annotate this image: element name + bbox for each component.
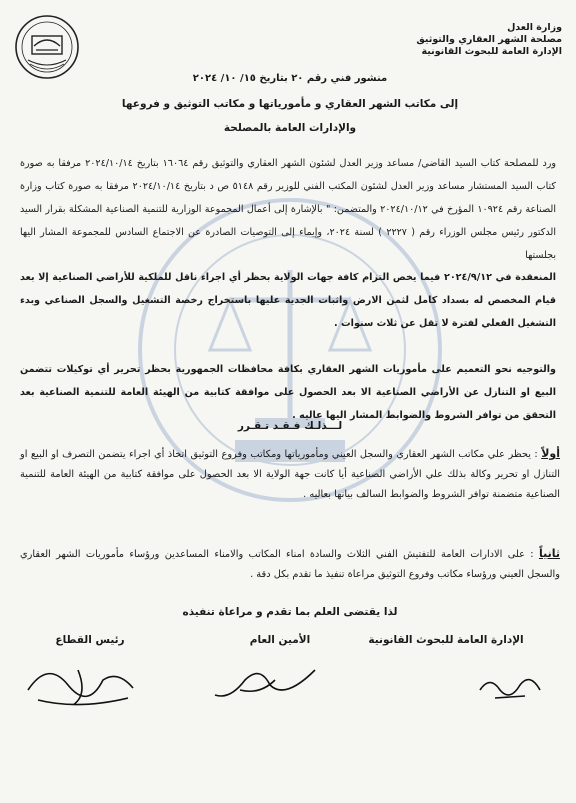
- decision-heading: لـــذلـك فـقـد تـقـرر: [237, 420, 343, 432]
- circular-number-date: منشور فني رقم ٢٠ بتاريخ ١٥/ ١٠/ ٢٠٢٤: [192, 73, 388, 84]
- closing-line: لذا يقتضى العلم بما تقدم و مراعاة تنفيذه: [182, 606, 398, 618]
- item-1-text: : يحظر علي مكاتب الشهر العقاري والسجل العيني ومأمورياتها ومكاتب وفروع التوثيق اتخاذ أي اجراء يتضمن التصرف او البيع او التنازل او تحرير وكالة بذلك علي الأراضي الصناعية أيا كانت جهة الولاية الا بعد الحصول على موافقة كتابية من الهيئة العامة للتنمية الصناعية متضمنة توافر الشروط والضوابط السالف بيانها بعاليه .: [20, 449, 560, 500]
- signature-secretary-general: [205, 650, 325, 710]
- signature-title-secretary-general: الأمين العام: [249, 634, 311, 646]
- addressee-line-2: والإدارات العامة بالمصلحة: [223, 122, 357, 134]
- sub-department-name: الإدارة العامة للبحوث القانونية: [421, 46, 562, 57]
- signature-sector-head: [18, 650, 148, 720]
- item-2-text: : على الادارات العامة للتفتيش الفني الثلاث والسادة امناء المكاتب والامناء المساعدين ورؤساء مأموريات الشهر العقاري والسجل العيني ورؤساء مكاتب وفروع التوثيق مراعاة تنفيذ ما تقدم بكل دقة .: [20, 549, 560, 580]
- signature-title-sector-head: رئيس القطاع: [55, 634, 125, 646]
- decision-item-2: [20, 544, 560, 585]
- decision-item-1: [20, 444, 560, 505]
- department-name: مصلحة الشهر العقاري والتوثيق: [416, 34, 562, 45]
- ministry-seal-logo: [14, 14, 80, 80]
- signature-legal-research: [470, 660, 550, 710]
- ministry-name: وزارة العدل: [507, 22, 562, 33]
- ministry-header: [362, 22, 562, 58]
- body-paragraph-2: المنعقدة في ٢٠٢٤/٩/١٢ فيما يخص التزام كافة جهات الولاية بحظر أي اجراء ناقل للملكية للأراضي الصناعية إلا بعد قيام المخصص له بسداد كامل لثمن الارض واثبات الجدية عليها باستخراج رخصة التشغيل والسجل الصناعي وبدء التشغيل الفعلي لفترة لا تقل عن ثلاث سنوات .: [20, 272, 556, 329]
- body-paragraph-1: ورد للمصلحة كتاب السيد القاضي/ مساعد وزير العدل لشئون الشهر العقاري والتوثيق رقم ١٦٠٦٤ بتاريخ ٢٠٢٤/١٠/١٤ مرفقا به صورة كتاب السيد المستشار مساعد وزير العدل لشئون المكتب الفني للوزير رقم ٥١٤٨ ص د بتاريخ ٢٠٢٤/١٠/١٤ مرفقا به صورة كتاب وزارة الصناعة رقم ١٠٩٢٤ المؤرخ في ٢٠٢٤/١٠/١٢ والمتضمن: " بالإشارة إلى أعمال المجموعة الوزارية للتنمية الصناعية المشكلة بقرار السيد الدكتور رئيس مجلس الوزراء رقم ( ٢٢٢٧ ) لسنة ٢٠٢٤، وإيماء إلى التوصيات الصادرة عن الاجتماع السادس للمجموعة المشار اليها بجلستها: [20, 158, 556, 261]
- addressee-line: إلى مكاتب الشهر العقاري و مأمورياتها و مكاتب التوثيق و فروعها: [121, 98, 459, 110]
- body-paragraph-3: والتوجيه نحو التعميم على مأموريات الشهر العقاري بكافة محافظات الجمهورية بحظر تحرير أي توكيلات تتضمن البيع او التنازل عن الأراضي الصناعية الا بعد الحصول على موافقة كتابية من الهيئة العامة للتنمية الصناعية بعد التحقق من توافر الشروط والضوابط المشار اليها عاليه .: [20, 364, 556, 421]
- item-1-number: أولاً: [541, 447, 560, 460]
- signature-title-legal-research: الإدارة العامة للبحوث القانونية: [368, 634, 524, 646]
- item-2-number: ثانياً: [538, 547, 560, 560]
